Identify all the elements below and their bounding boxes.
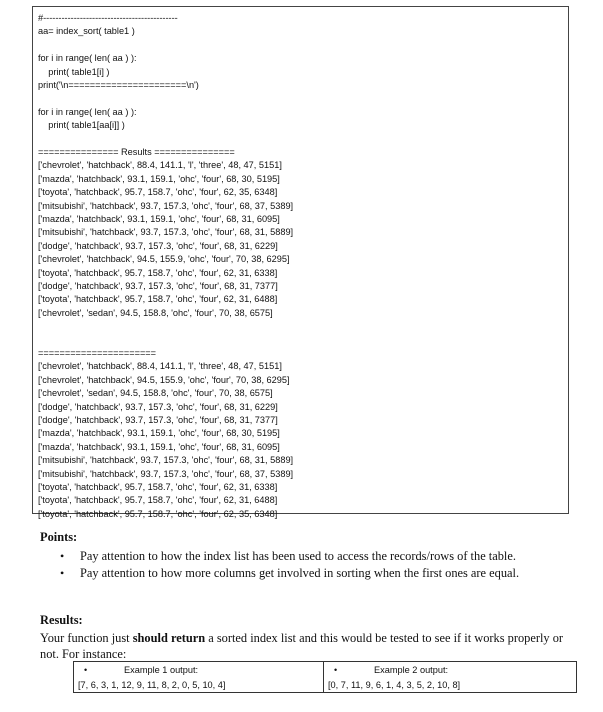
code-line: ['dodge', 'hatchback', 93.7, 157.3, 'ohc', 'four', 68, 31, 7377] [38,281,278,291]
list-item-text: Pay attention to how more columns get involved in sorting when the first ones are equal. [80,566,520,580]
code-line: print( table1[i] ) [38,66,110,77]
code-line: ['mitsubishi', 'hatchback', 93.7, 157.3, 'ohc', 'four', 68, 37, 5389] [38,468,294,479]
results-paragraph [40,630,580,662]
bullet-icon: • [334,665,338,675]
example-2-value: [0, 7, 11, 9, 6, 1, 4, 3, 5, 2, 10, 8] [328,680,461,690]
code-line: #-------------------------------------------- [38,13,178,23]
code-line: ['mazda', 'hatchback', 93.1, 159.1, 'ohc', 'four', 68, 30, 5195] [38,173,280,184]
code-line: ['chevrolet', 'sedan', 94.5, 158.8, 'ohc', 'four', 70, 38, 6575] [38,388,273,399]
code-line: ['toyota', 'hatchback', 95.7, 158.7, 'ohc', 'four', 62, 31, 6488] [38,294,278,305]
points-heading: Points: [40,530,78,544]
bullet-icon: • [60,566,65,580]
code-line: ['dodge', 'hatchback', 93.7, 157.3, 'ohc', 'four', 68, 31, 6229] [38,401,278,412]
code-line: ['chevrolet', 'hatchback', 94.5, 155.9, 'ohc', 'four', 70, 38, 6295] [38,254,290,265]
code-line: for i in range( len( aa ) ): [38,106,137,117]
code-line: ====================== [38,348,157,358]
example-1-value: [7, 6, 3, 1, 12, 9, 11, 8, 2, 0, 5, 10, 4] [78,680,226,690]
code-line: print( table1[aa[i]] ) [38,120,125,131]
code-line: print('\n======================\n') [38,80,199,90]
list-item-text: Pay attention to how the index list has been used to access the records/rows of the table. [80,549,516,563]
code-line: ['chevrolet', 'sedan', 94.5, 158.8, 'ohc', 'four', 70, 38, 6575] [38,307,273,318]
code-line: ['mitsubishi', 'hatchback', 93.7, 157.3, 'ohc', 'four', 68, 31, 5889] [38,455,294,466]
code-line: ['chevrolet', 'hatchback', 88.4, 141.1, 'l', 'three', 48, 47, 5151] [38,361,282,372]
code-line: ['dodge', 'hatchback', 93.7, 157.3, 'ohc', 'four', 68, 31, 7377] [38,415,278,425]
code-line: ['dodge', 'hatchback', 93.7, 157.3, 'ohc', 'four', 68, 31, 6229] [38,240,278,251]
code-line: ['toyota', 'hatchback', 95.7, 158.7, 'ohc', 'four', 62, 31, 6338] [38,482,278,492]
code-line: ['toyota', 'hatchback', 95.7, 158.7, 'ohc', 'four', 62, 35, 6348] [38,187,278,198]
results-heading: Results: [40,613,83,627]
code-line: ['toyota', 'hatchback', 95.7, 158.7, 'ohc', 'four', 62, 31, 6338] [38,267,278,278]
code-line: ['mazda', 'hatchback', 93.1, 159.1, 'ohc', 'four', 68, 31, 6095] [38,214,280,224]
code-line: ['mazda', 'hatchback', 93.1, 159.1, 'ohc', 'four', 68, 30, 5195] [38,428,280,439]
code-line: aa= index_sort( table1 ) [38,26,135,37]
code-line: ['toyota', 'hatchback', 95.7, 158.7, 'ohc', 'four', 62, 35, 6348] [38,508,278,519]
code-line: ['chevrolet', 'hatchback', 94.5, 155.9, 'ohc', 'four', 70, 38, 6295] [38,374,290,385]
examples-table [73,661,577,693]
example-2-cell [324,662,576,692]
example-2-title: Example 2 output: [374,665,449,675]
code-line: =============== Results =============== [38,147,235,157]
bullet-icon: • [84,665,88,675]
code-line: ['toyota', 'hatchback', 95.7, 158.7, 'ohc', 'four', 62, 31, 6488] [38,495,278,506]
code-output-box [32,6,569,519]
example-1-cell [74,662,324,692]
results-text-before: Your function just [40,631,133,645]
code-line: ['mitsubishi', 'hatchback', 93.7, 157.3, 'ohc', 'four', 68, 37, 5389] [38,200,294,211]
example-1-title: Example 1 output: [124,665,199,675]
code-line: ['mazda', 'hatchback', 93.1, 159.1, 'ohc', 'four', 68, 31, 6095] [38,441,280,452]
bullet-icon: • [60,549,65,563]
code-line: for i in range( len( aa ) ): [38,53,137,64]
results-text-bold: should return [132,631,206,645]
code-line: ['chevrolet', 'hatchback', 88.4, 141.1, 'l', 'three', 48, 47, 5151] [38,160,282,171]
results-text-after: a sorted index list and this would be tested to see if it works properly or not. For instance: [40,631,564,661]
code-line: ['mitsubishi', 'hatchback', 93.7, 157.3, 'ohc', 'four', 68, 31, 5889] [38,227,294,238]
